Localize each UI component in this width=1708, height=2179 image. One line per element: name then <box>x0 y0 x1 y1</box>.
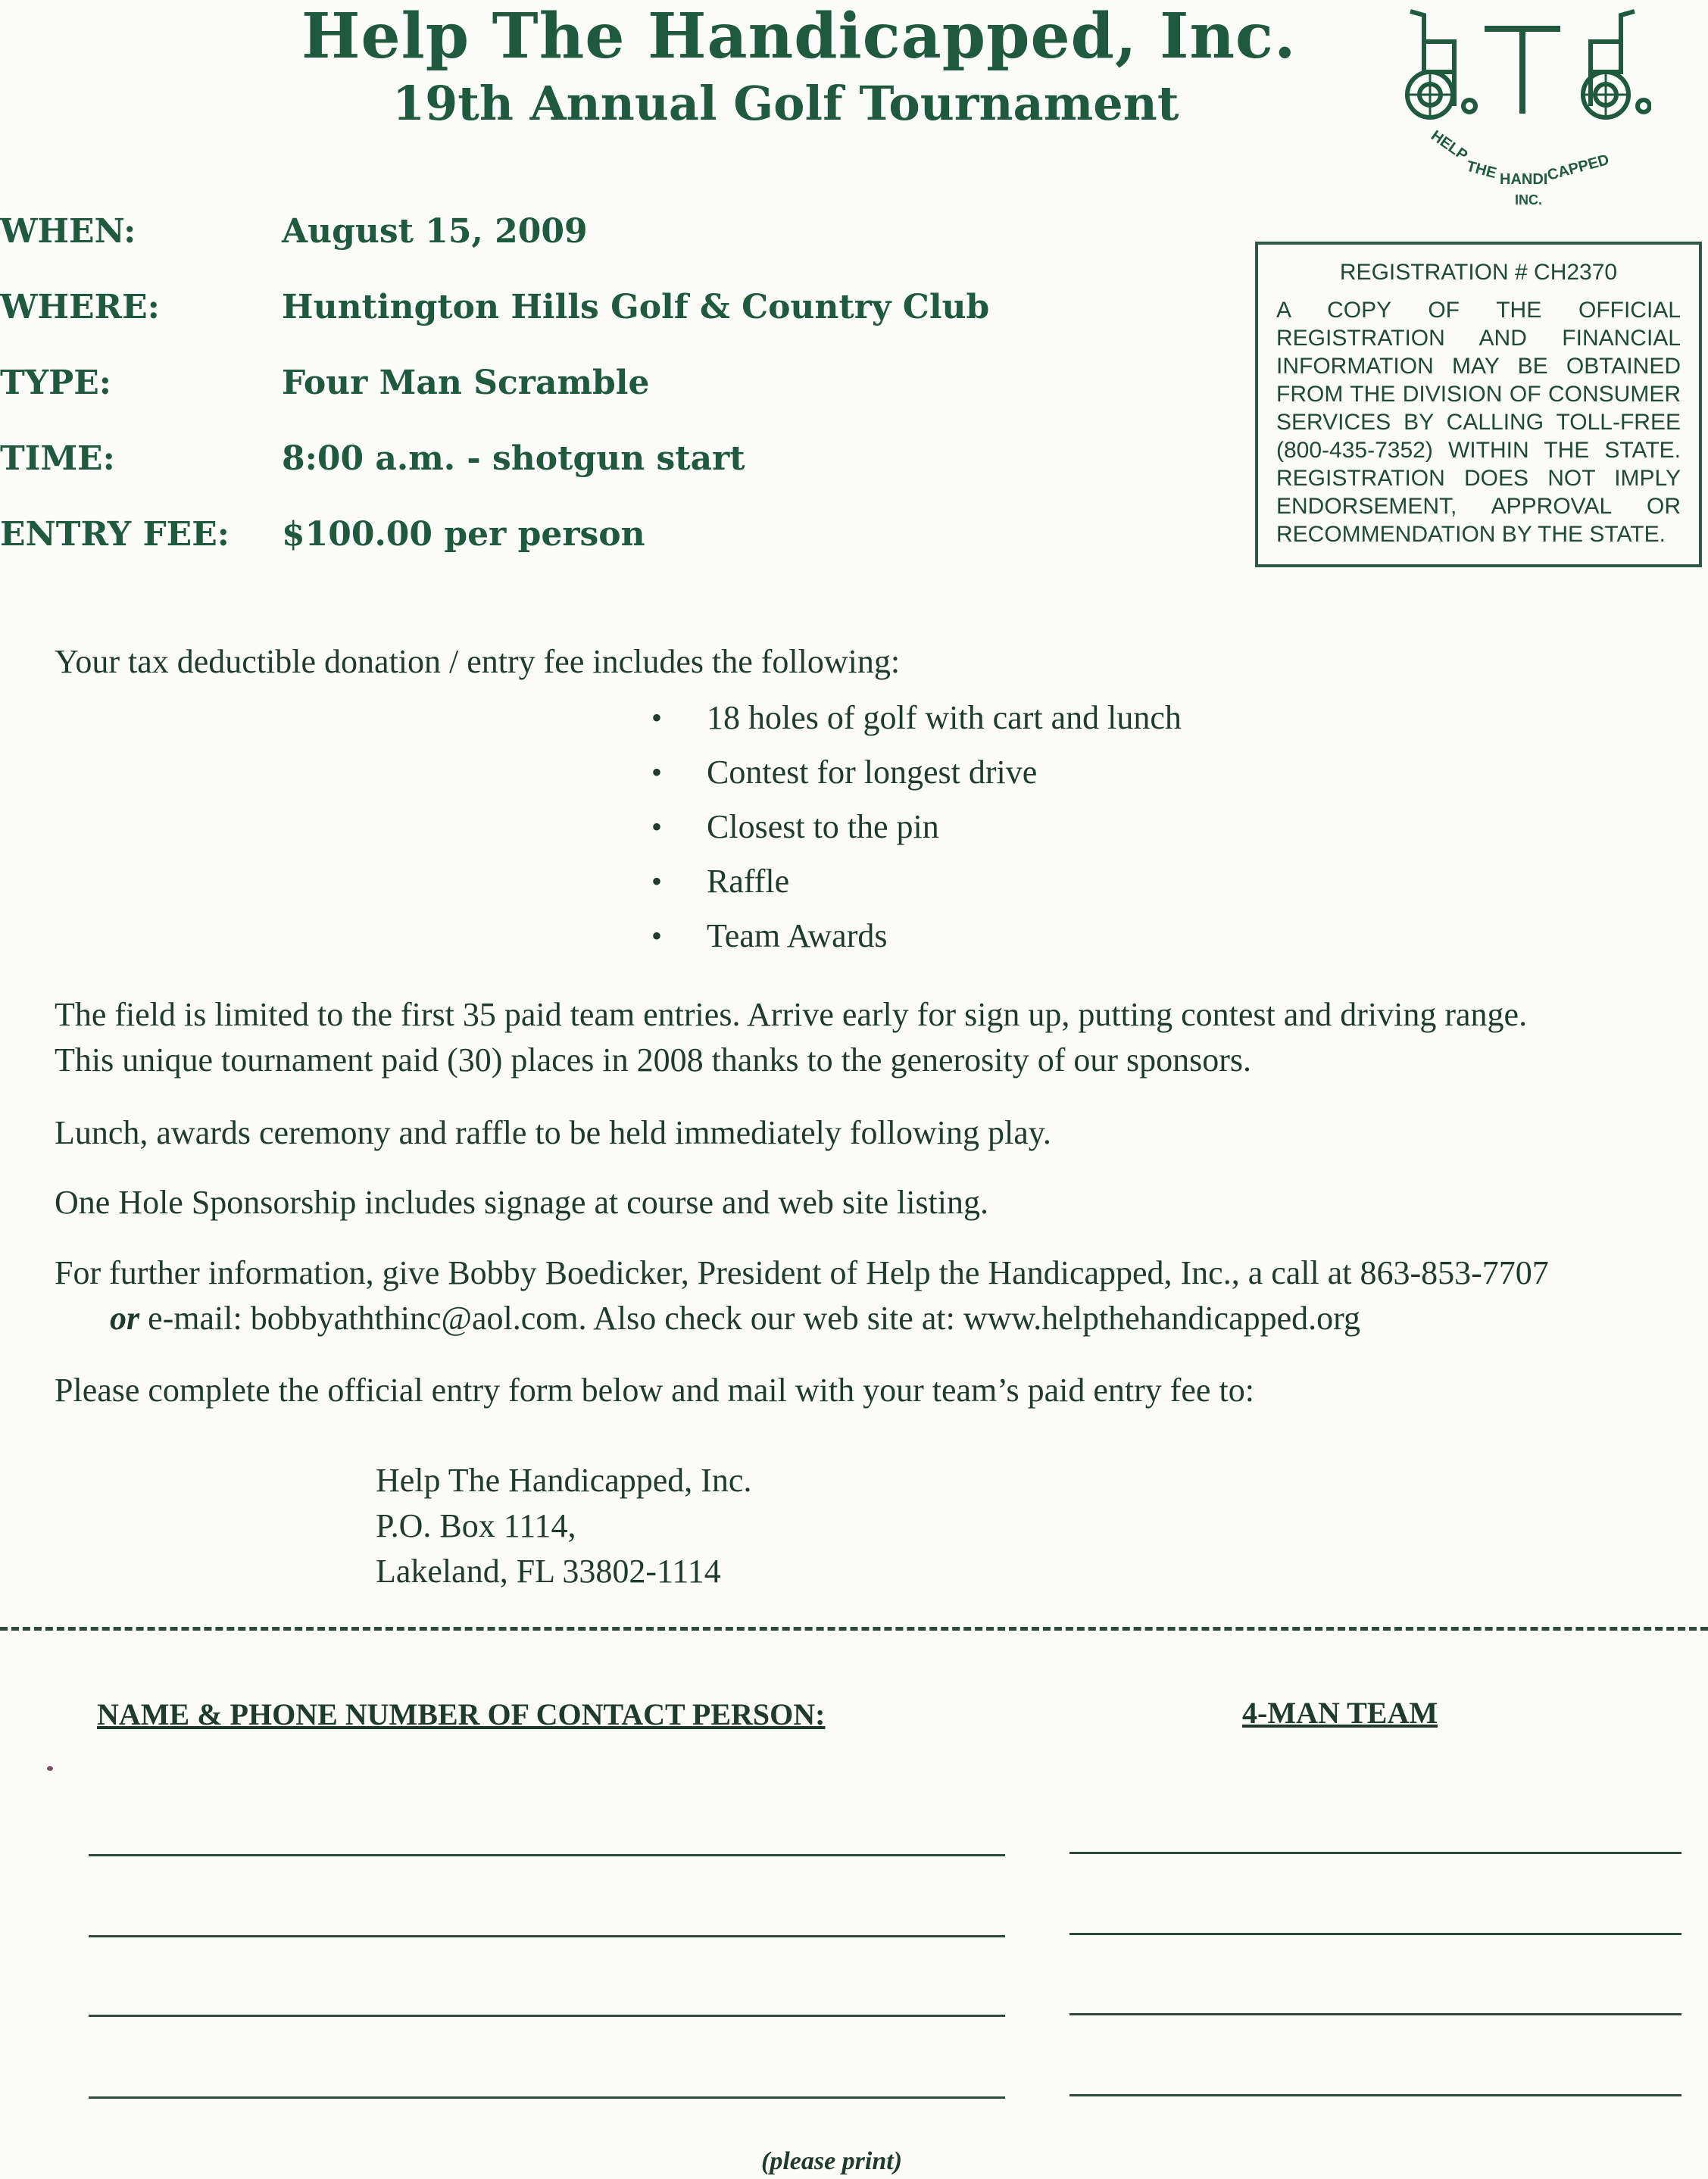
address-line: Lakeland, FL 33802-1114 <box>376 1553 721 1590</box>
registration-notice-box <box>1255 242 1702 567</box>
contact-entry-line-4[interactable] <box>89 2096 1005 2099</box>
type-label: TYPE: <box>0 364 112 402</box>
email-website-text: e-mail: bobbyaththinc@aol.com. Also check our web site at: www.helpthehandicapped.org <box>139 1300 1360 1337</box>
contact-person-heading: NAME & PHONE NUMBER OF CONTACT PERSON: <box>97 1697 826 1731</box>
team-member-line-1[interactable] <box>1069 1852 1681 1854</box>
contact-entry-line-3[interactable] <box>89 2015 1005 2017</box>
includes-list <box>651 698 1182 971</box>
lunch-text: Lunch, awards ceremony and raffle to be held immediately following play. <box>55 1114 1051 1151</box>
sponsors-text: This unique tournament paid (30) places in 2008 thanks to the generosity of our sponsors. <box>55 1041 1252 1079</box>
svg-text:THE: THE <box>1464 158 1499 183</box>
where-label: WHERE: <box>0 288 160 326</box>
when-value: August 15, 2009 <box>282 212 588 251</box>
contact-entry-line-1[interactable] <box>89 1854 1005 1856</box>
registration-line: (800-435-7352) WITHIN THE STATE. <box>1276 438 1681 463</box>
time-label: TIME: <box>0 439 115 478</box>
list-item: • Closest to the pin <box>651 807 1182 862</box>
address-line: Help The Handicapped, Inc. <box>376 1462 752 1499</box>
list-item: • Contest for longest drive <box>651 753 1182 807</box>
svg-text:HELP: HELP <box>1428 127 1471 164</box>
list-item: • 18 holes of golf with cart and lunch <box>651 698 1182 753</box>
wheelchair-logo-icon <box>1394 0 1651 220</box>
entry-fee-label: ENTRY FEE: <box>0 515 230 554</box>
entry-fee-value: $100.00 per person <box>282 515 645 554</box>
when-label: WHEN: <box>0 212 136 251</box>
contact-email-text <box>110 1299 1360 1338</box>
registration-number: REGISTRATION # CH2370 <box>1339 260 1618 285</box>
mail-instructions: Please complete the official entry form below and mail with your team’s paid entry fee to: <box>55 1372 1254 1409</box>
svg-text:INC.: INC. <box>1515 192 1542 208</box>
team-heading: 4-MAN TEAM <box>1242 1696 1438 1730</box>
sponsorship-text: One Hole Sponsorship includes signage at course and web site listing. <box>55 1184 989 1221</box>
team-member-line-2[interactable] <box>1069 1933 1681 1935</box>
contact-entry-line-2[interactable] <box>89 1935 1005 1937</box>
mailing-address <box>376 1458 751 1594</box>
team-member-line-4[interactable] <box>1069 2094 1681 2096</box>
please-print-note: (please print) <box>761 2147 903 2175</box>
includes-intro: Your tax deductible donation / entry fee includes the following: <box>55 643 901 680</box>
registration-line: RECOMMENDATION BY THE STATE. <box>1276 522 1666 547</box>
organization-logo <box>1394 0 1651 220</box>
team-member-line-3[interactable] <box>1069 2013 1681 2015</box>
page-title: Help The Handicapped, Inc. <box>301 0 1297 73</box>
registration-line: REGISTRATION DOES NOT IMPLY <box>1276 466 1681 491</box>
registration-line: ENDORSEMENT, APPROVAL OR <box>1276 494 1681 519</box>
or-word: or <box>110 1300 140 1337</box>
list-item: • Team Awards <box>651 916 1182 971</box>
list-item: • Raffle <box>651 862 1182 916</box>
address-line: P.O. Box 1114, <box>376 1507 576 1544</box>
registration-line: INFORMATION MAY BE OBTAINED <box>1276 354 1681 379</box>
ink-speck <box>47 1766 53 1771</box>
svg-text:HANDI: HANDI <box>1500 171 1548 188</box>
page-subtitle: 19th Annual Golf Tournament <box>392 76 1179 131</box>
svg-text:CAPPED: CAPPED <box>1545 151 1611 184</box>
type-value: Four Man Scramble <box>282 364 650 402</box>
contact-info-text: For further information, give Bobby Boedicker, President of Help the Handicapped, Inc., a call at 863-853-7707 <box>55 1254 1549 1291</box>
registration-line: REGISTRATION AND FINANCIAL <box>1276 326 1681 351</box>
cut-line-divider <box>0 1627 1708 1631</box>
time-value: 8:00 a.m. - shotgun start <box>282 439 745 478</box>
where-value: Huntington Hills Golf & Country Club <box>282 288 990 326</box>
registration-line: A COPY OF THE OFFICIAL <box>1276 298 1681 323</box>
field-limit-text: The field is limited to the first 35 paid team entries. Arrive early for sign up, putting contest and driving range. <box>55 996 1528 1033</box>
registration-line: SERVICES BY CALLING TOLL-FREE <box>1276 410 1681 435</box>
registration-line: FROM THE DIVISION OF CONSUMER <box>1276 382 1681 407</box>
